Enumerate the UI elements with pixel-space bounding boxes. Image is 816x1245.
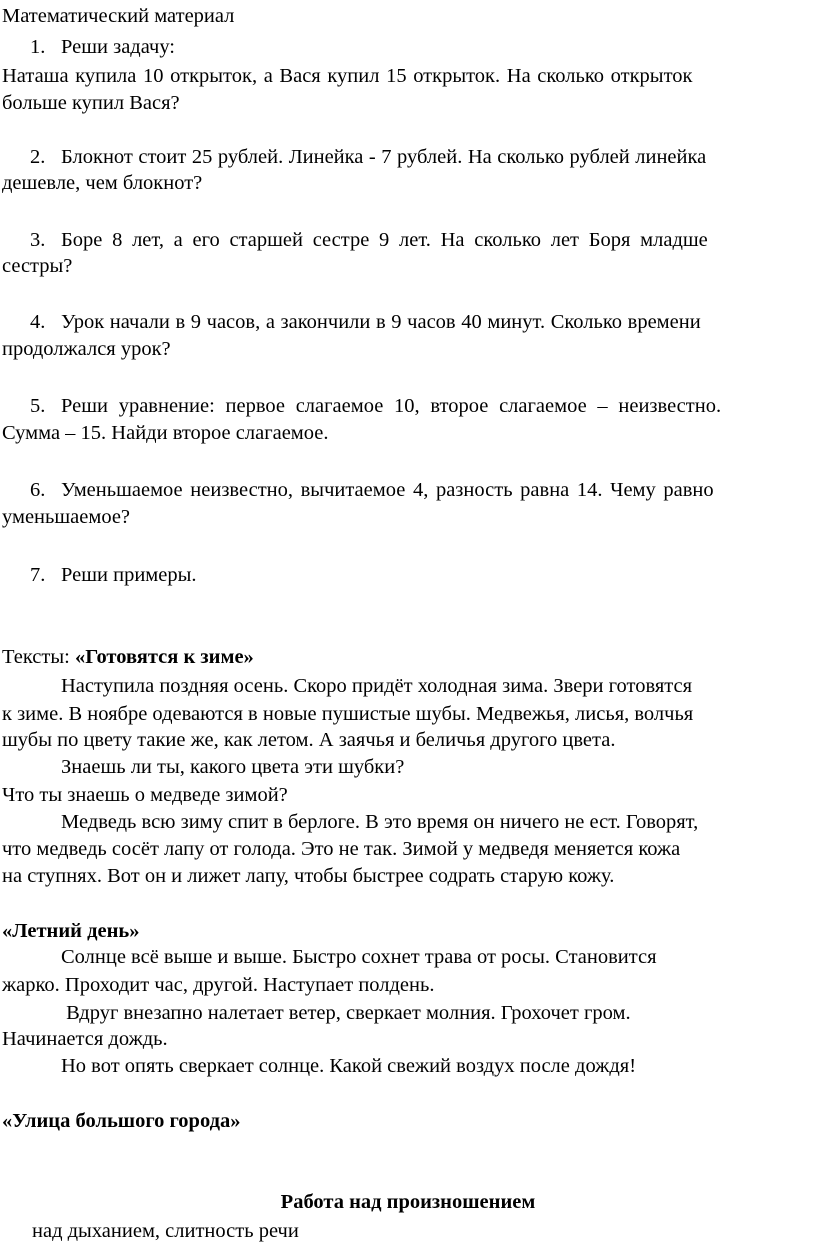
task-text: продолжался урок? [2,338,171,360]
story-line: на ступнях. Вот он и лижет лапу, чтобы быстрее содрать старую кожу. [2,865,615,887]
task-text: Боре 8 лет, а его старшей сестре 9 лет. На сколько лет Боря младше [61,229,708,251]
task-text: Сумма – 15. Найди второе слагаемое. [2,422,329,444]
task-text: Наташа купила 10 открыток, а Вася купил 15 открыток. На сколько открыток [2,65,693,87]
story-line: Солнце всё выше и выше. Быстро сохнет трава от росы. Становится [61,946,657,968]
story-title: «Летний день» [2,920,140,942]
task-number: 3. [30,229,46,251]
story-line: Наступила поздняя осень. Скоро придёт холодная зима. Звери готовятся [61,675,693,697]
story-line: Начинается дождь. [2,1028,168,1050]
texts-heading [2,644,254,670]
task-number: 7. [30,564,46,586]
story-line: шубы по цвету такие же, как летом. А заячья и беличья другого цвета. [2,729,616,751]
story-title: «Готовятся к зиме» [74,646,254,668]
task-text: Урок начали в 9 часов, а закончили в 9 часов 40 минут. Сколько времени [61,311,701,333]
task-text: Реши задачу: [61,36,176,58]
texts-label: Тексты: [2,646,75,668]
story-line: жарко. Проходит час, другой. Наступает полдень. [2,974,435,996]
task-text: больше купил Вася? [2,92,180,114]
task-text: сестры? [2,255,73,277]
story-line: Что ты знаешь о медведе зимой? [2,784,288,806]
story-line: Но вот опять сверкает солнце. Какой свежий воздух после дождя! [61,1055,637,1077]
task-number: 4. [30,311,46,333]
section-line: над дыханием, слитность речи [32,1220,299,1242]
story-title: «Улица большого города» [2,1110,241,1132]
task-text: Уменьшаемое неизвестно, вычитаемое 4, разность равна 14. Чему равно [61,479,714,501]
task-text: Реши уравнение: первое слагаемое 10, второе слагаемое – неизвестно. [61,395,722,417]
task-text: уменьшаемое? [2,506,131,528]
task-text: дешевле, чем блокнот? [2,172,203,194]
task-number: 2. [30,146,46,168]
story-line: что медведь сосёт лапу от голода. Это не так. Зимой у медведя меняется кожа [2,838,681,860]
story-line: Знаешь ли ты, какого цвета эти шубки? [61,756,405,778]
document-heading: Математический материал [2,5,235,27]
task-number: 6. [30,479,46,501]
story-line: Вдруг внезапно налетает ветер, сверкает молния. Грохочет гром. [61,1002,631,1024]
story-line: Медведь всю зиму спит в берлоге. В это время он ничего не ест. Говорят, [61,811,699,833]
task-number: 1. [30,36,46,58]
task-number: 5. [30,395,46,417]
task-text: Блокнот стоит 25 рублей. Линейка - 7 рублей. На сколько рублей линейка [61,146,707,168]
section-title: Работа над произношением [280,1191,536,1213]
task-text: Реши примеры. [61,564,197,586]
story-line: к зиме. В ноябре одеваются в новые пушистые шубы. Медвежья, лисья, волчья [2,703,694,725]
